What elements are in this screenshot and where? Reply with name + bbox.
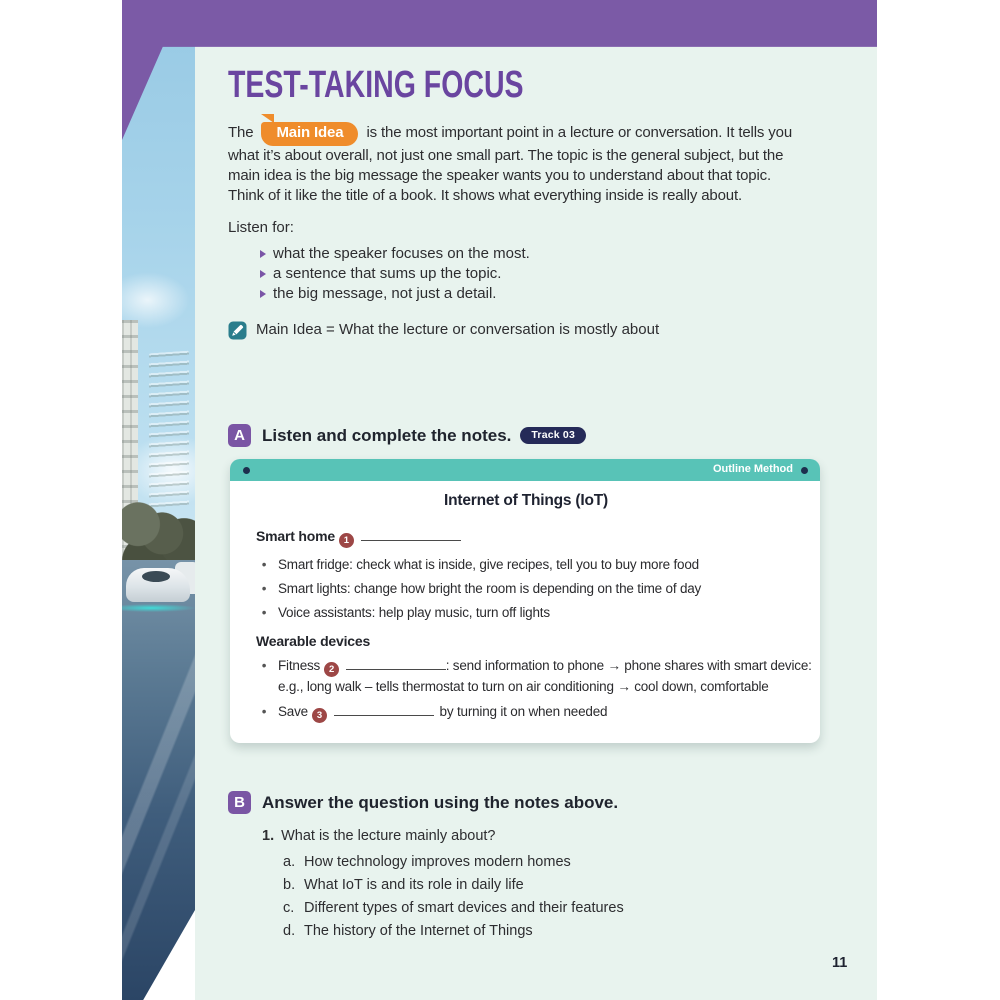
- option-a: [283, 853, 877, 871]
- fitness-line-2: e.g., long walk – tells thermostat to turn on air conditioning → cool down, comfortable: [278, 679, 769, 694]
- dot-bullet-icon: •: [261, 704, 267, 719]
- numbered-circle-1: 1: [339, 533, 354, 548]
- main-idea-badge-label: Main Idea: [276, 124, 344, 141]
- fill-in-blank-1: [361, 528, 461, 541]
- notes-title: Internet of Things (IoT): [444, 492, 608, 509]
- photo-teal-glow: [122, 604, 195, 612]
- question-number: 1.: [262, 828, 275, 844]
- list-item: [260, 264, 877, 284]
- option-text: What IoT is and its role in daily life: [304, 877, 524, 893]
- triangle-bullet-icon: [260, 250, 266, 258]
- dot-bullet-icon: •: [261, 605, 267, 620]
- note-bullet-text: Smart fridge: check what is inside, give recipes, tell you to buy more food: [278, 557, 699, 572]
- intro-paragraph: [228, 122, 793, 206]
- page-number: 11: [832, 955, 848, 971]
- notes-card: [230, 459, 820, 743]
- photo-car: [126, 568, 190, 602]
- list-item-text: what the speaker focuses on the most.: [273, 245, 530, 262]
- notes-group-heading: [256, 527, 796, 548]
- dot-icon: [243, 467, 250, 474]
- option-letter: d.: [283, 923, 296, 939]
- note-bullet: [256, 656, 812, 697]
- main-idea-badge: [261, 122, 358, 146]
- section-a-badge: A: [228, 424, 251, 447]
- section-b-title: Answer the question using the notes above.: [262, 792, 619, 812]
- notes-card-body: [230, 481, 820, 743]
- note-bullet-text: Smart lights: change how bright the room is depending on the time of day: [278, 581, 702, 596]
- audio-track-badge: Track 03: [520, 427, 586, 444]
- listen-for-label: Listen for:: [228, 219, 294, 236]
- listen-for-list: [260, 244, 877, 304]
- option-text: The history of the Internet of Things: [304, 923, 533, 939]
- save-post-text: by turning it on when needed: [439, 704, 608, 719]
- key-point-text: Main Idea = What the lecture or conversation is mostly about: [256, 321, 660, 338]
- key-point-note: [228, 320, 877, 340]
- dot-bullet-icon: •: [261, 581, 267, 596]
- option-letter: a.: [283, 854, 296, 870]
- list-item-text: the big message, not just a detail.: [273, 285, 497, 302]
- option-c: [283, 899, 877, 917]
- dot-bullet-icon: •: [261, 658, 267, 673]
- list-item: [260, 244, 877, 264]
- fitness-pre-text: Fitness: [278, 658, 321, 673]
- intro-body-text: is the most important point in a lecture or conversation. It tells you what it’s about overall, not just one small part. The topic is the general subject, but the main idea is the big message the speaker wants you to understand about that topic. Think of it like the title of a book. It shows what everything inside is really about.: [228, 124, 793, 204]
- save-pre-text: Save: [278, 704, 308, 719]
- fill-in-blank-3: [334, 703, 434, 716]
- triangle-bullet-icon: [260, 270, 266, 278]
- save-line: [278, 702, 796, 723]
- numbered-circle-3: 3: [312, 708, 327, 723]
- page-title: TEST-TAKING FOCUS: [228, 64, 524, 106]
- note-bullet: [256, 603, 796, 622]
- option-text: How technology improves modern homes: [304, 854, 571, 870]
- note-bullet-text: Voice assistants: help play music, turn off lights: [278, 605, 550, 620]
- section-a-heading: [228, 424, 877, 447]
- option-letter: c.: [283, 900, 295, 916]
- note-bullet-text: [278, 702, 796, 723]
- option-d: [283, 922, 877, 940]
- section-a-title: Listen and complete the notes.: [262, 425, 512, 445]
- photo-tower: [149, 351, 189, 509]
- question-text: What is the lecture mainly about?: [281, 828, 496, 844]
- content-area: [195, 47, 877, 1000]
- outline-method-label: Outline Method: [712, 463, 793, 475]
- photo-road: [122, 560, 195, 1000]
- notes-card-header: [230, 459, 820, 481]
- fitness-post-text: : send information to phone → phone shares with smart device:: [445, 658, 812, 673]
- note-bullet: [256, 555, 796, 574]
- list-item-text: a sentence that sums up the topic.: [273, 265, 502, 282]
- side-photo-city: [122, 0, 195, 1000]
- option-b: [283, 876, 877, 894]
- numbered-circle-2: 2: [324, 662, 339, 677]
- dot-icon: [801, 467, 808, 474]
- option-letter: b.: [283, 877, 296, 893]
- list-item: [260, 284, 877, 304]
- note-bullet-text: [278, 656, 812, 697]
- fill-in-blank-2: [346, 657, 446, 670]
- note-bullet: [256, 579, 796, 598]
- notes-group-heading: Wearable devices: [256, 633, 371, 649]
- option-text: Different types of smart devices and their features: [304, 900, 624, 916]
- section-b-heading: [228, 791, 877, 814]
- fitness-line-1: [278, 656, 812, 677]
- dot-bullet-icon: •: [261, 557, 267, 572]
- group-heading-text: Smart home: [256, 528, 335, 544]
- section-b-badge: B: [228, 791, 251, 814]
- pencil-icon: [228, 321, 247, 340]
- note-bullet: [256, 702, 796, 723]
- triangle-bullet-icon: [260, 290, 266, 298]
- answer-options: [283, 853, 877, 940]
- question-1: [262, 827, 877, 846]
- intro-pre-text: The: [228, 124, 254, 141]
